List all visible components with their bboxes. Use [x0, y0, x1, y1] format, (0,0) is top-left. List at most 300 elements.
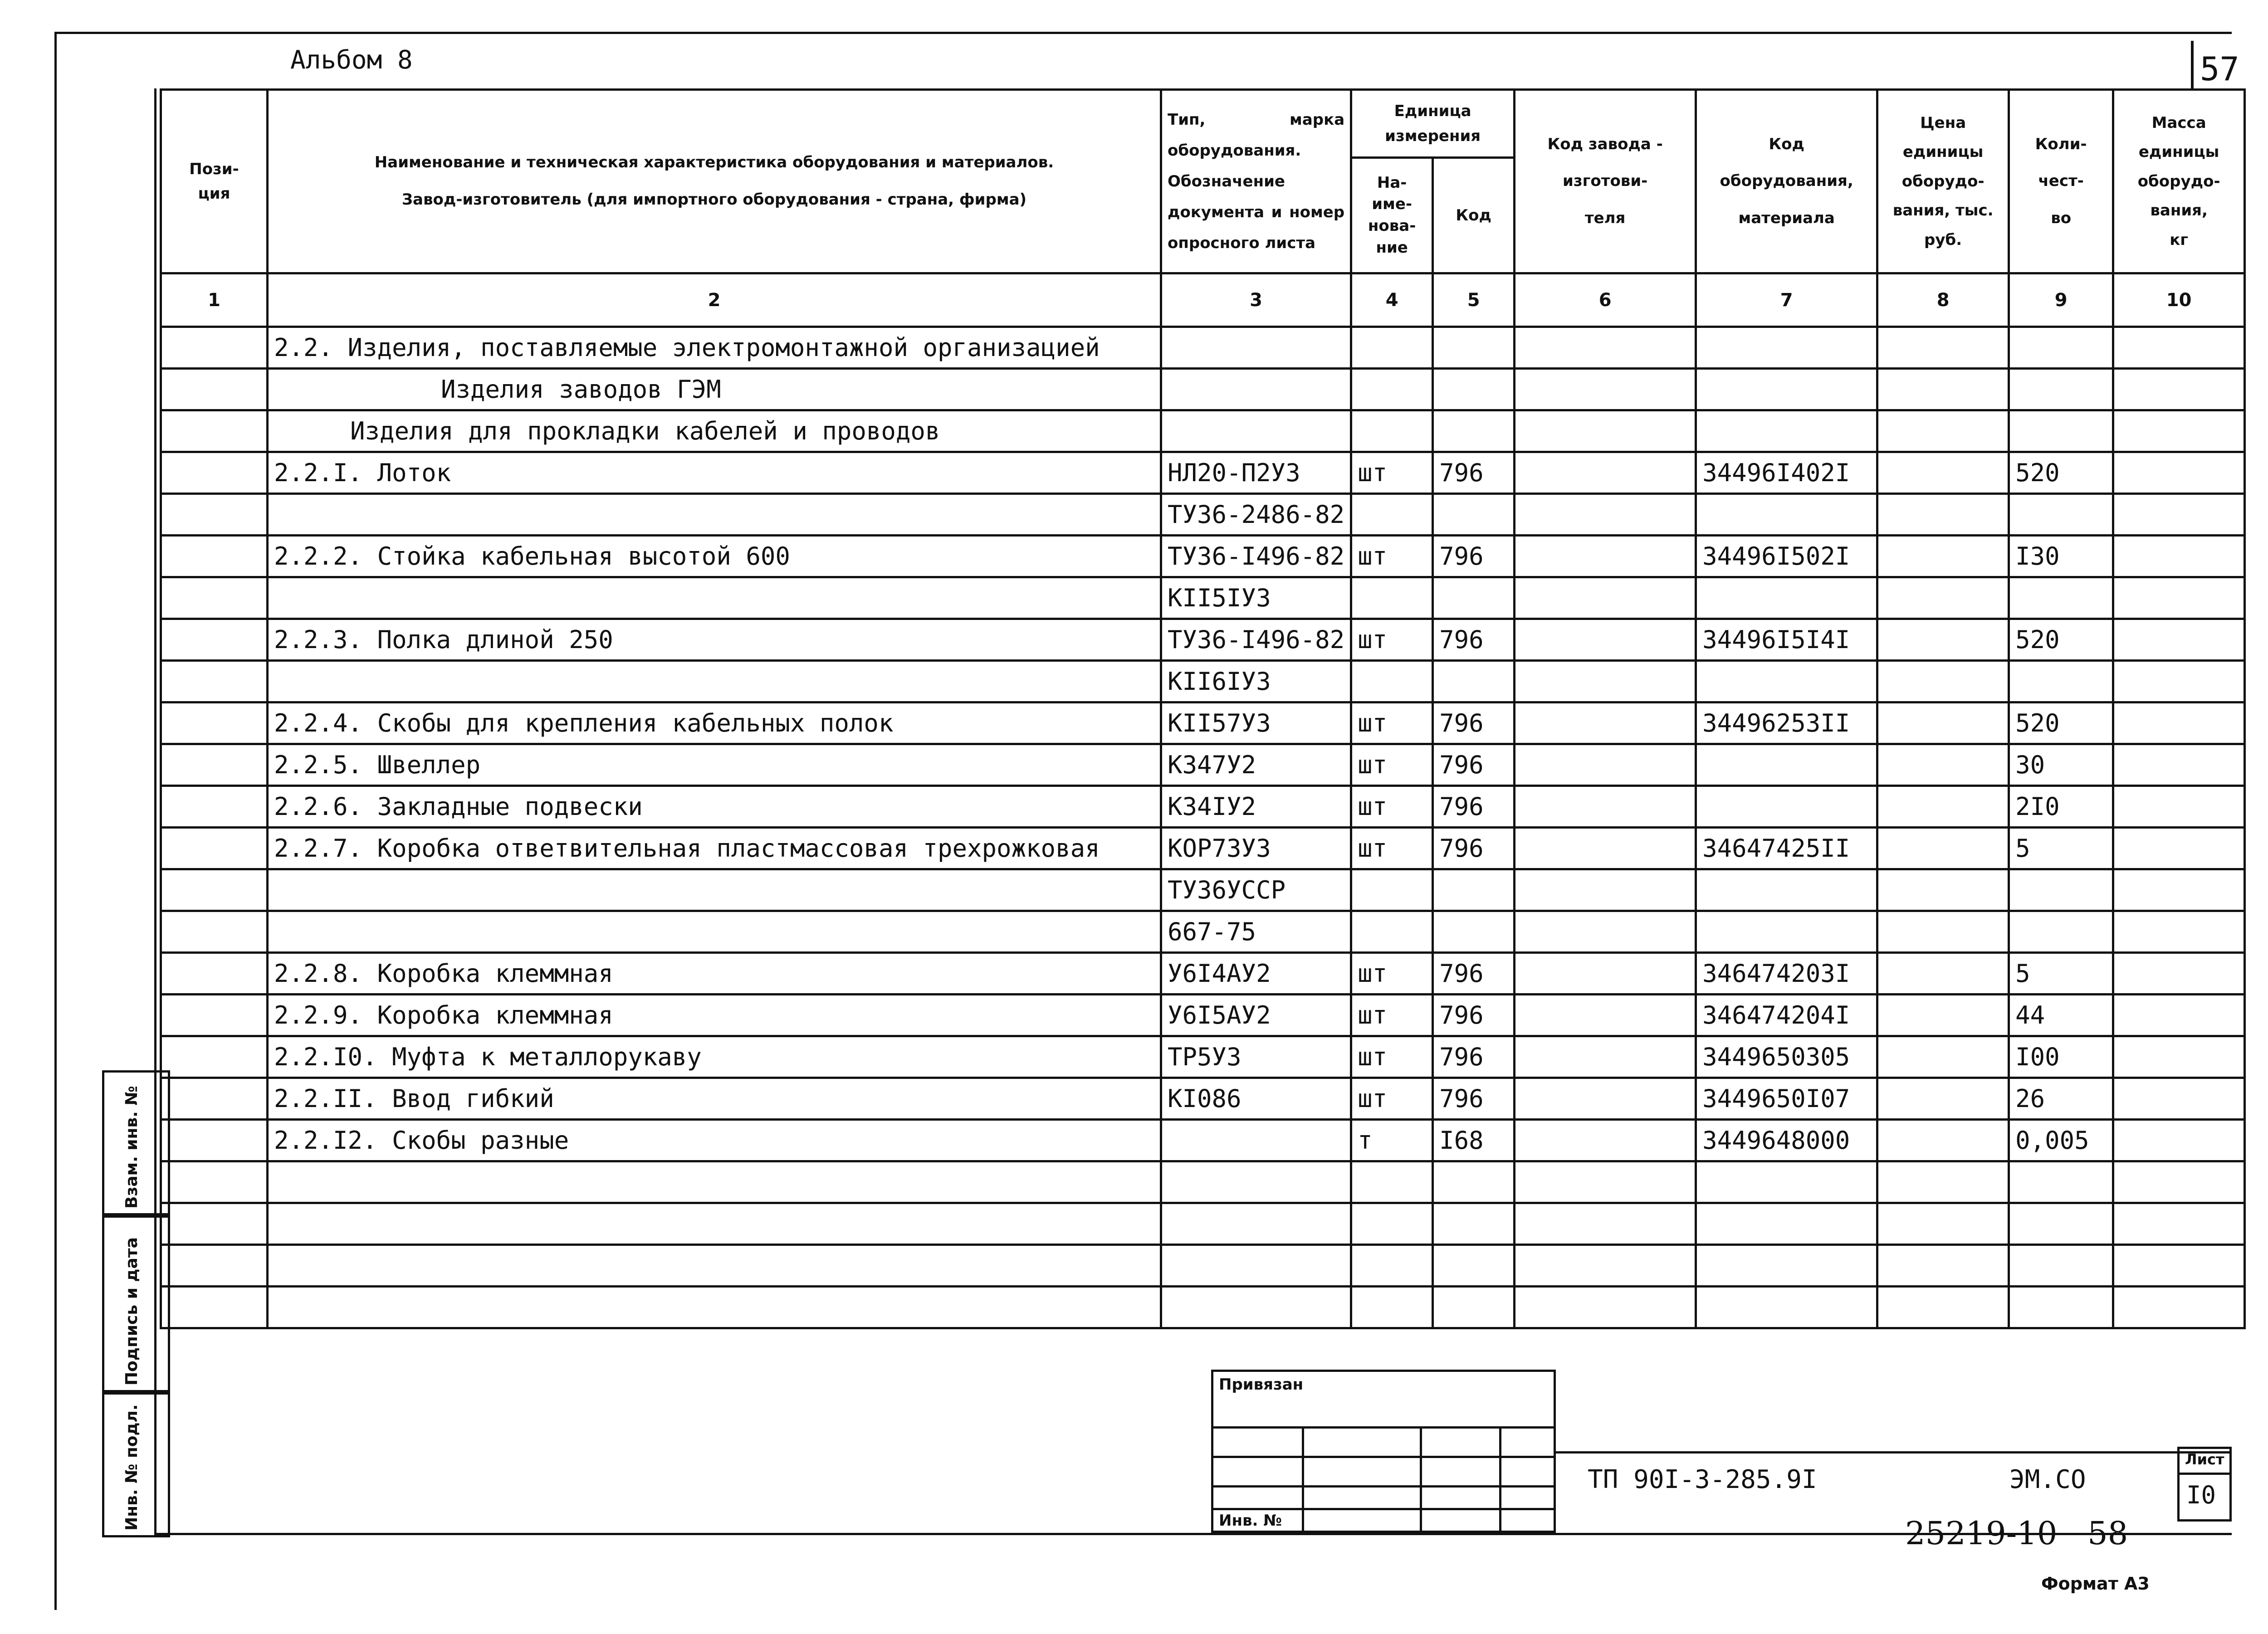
cell-equip [1696, 369, 1877, 410]
cell-factory [1515, 1203, 1696, 1245]
cell-type: У6I4АУ2 [1161, 953, 1351, 995]
cell-price [1877, 1078, 2009, 1120]
stamp-original-inventory [102, 1392, 170, 1537]
header-unit-code: Код [1433, 158, 1515, 273]
cell-type [1161, 410, 1351, 452]
cell-factory [1515, 494, 1696, 536]
cell-name: 2.2.7. Коробка ответвительная пластмассовая трехрожковая [268, 828, 1161, 869]
col-number: 9 [2009, 273, 2113, 327]
cell-name: 2.2.4. Скобы для крепления кабельных полок [268, 702, 1161, 744]
cell-qty [2009, 494, 2113, 536]
page-number-divider [2191, 41, 2194, 91]
cell-mass [2113, 995, 2245, 1036]
cell-qty: 5 [2009, 828, 2113, 869]
cell-price [1877, 869, 2009, 911]
cell-mass [2113, 702, 2245, 744]
cell-type [1161, 1120, 1351, 1161]
cell-pos [161, 452, 268, 494]
cell-equip: 34496I502I [1696, 536, 1877, 577]
cell-price [1877, 911, 2009, 953]
cell-price [1877, 1036, 2009, 1078]
cell-unit [1351, 369, 1433, 410]
page-number: 57 [2200, 50, 2239, 88]
cell-price [1877, 1203, 2009, 1245]
col-number: 2 [268, 273, 1161, 327]
cell-equip: 34496I5I4I [1696, 619, 1877, 661]
cell-qty: 30 [2009, 744, 2113, 786]
cell-code: 796 [1433, 1036, 1515, 1078]
cell-name: 2.2.9. Коробка клеммная [268, 995, 1161, 1036]
cell-price [1877, 410, 2009, 452]
cell-qty: I30 [2009, 536, 2113, 577]
cell-code: 796 [1433, 828, 1515, 869]
cell-factory [1515, 911, 1696, 953]
cell-unit: шт [1351, 452, 1433, 494]
cell-type: 667-75 [1161, 911, 1351, 953]
cell-factory [1515, 577, 1696, 619]
table-row [161, 619, 2245, 661]
cell-pos [161, 369, 268, 410]
cell-name [268, 1161, 1161, 1203]
header-price: Цена единицы оборудо- вания, тыс. руб. [1877, 90, 2009, 273]
cell-mass [2113, 410, 2245, 452]
cell-equip [1696, 1161, 1877, 1203]
cell-factory [1515, 1036, 1696, 1078]
cell-type: КII57УЗ [1161, 702, 1351, 744]
cell-unit: шт [1351, 828, 1433, 869]
cell-name [268, 1287, 1161, 1328]
table-row [161, 828, 2245, 869]
cell-price [1877, 619, 2009, 661]
table-row [161, 995, 2245, 1036]
cell-factory [1515, 410, 1696, 452]
cell-type: КI086 [1161, 1078, 1351, 1120]
cell-equip: 346474203I [1696, 953, 1877, 995]
cell-unit [1351, 1161, 1433, 1203]
table-row [161, 494, 2245, 536]
cell-mass [2113, 661, 2245, 702]
cell-name: 2.2. Изделия, поставляемые электромонтажной организацией [268, 327, 1161, 369]
cell-code: I68 [1433, 1120, 1515, 1161]
stamp-replaced-label: Взам. инв. № [122, 1086, 141, 1209]
cell-type [1161, 369, 1351, 410]
cell-qty [2009, 1203, 2113, 1245]
cell-mass [2113, 577, 2245, 619]
cell-price [1877, 744, 2009, 786]
cell-qty [2009, 410, 2113, 452]
cell-code [1433, 869, 1515, 911]
cell-qty: 44 [2009, 995, 2113, 1036]
cell-unit: шт [1351, 702, 1433, 744]
table-body [161, 327, 2245, 1328]
cell-factory [1515, 619, 1696, 661]
cell-code [1433, 1287, 1515, 1328]
cell-pos [161, 577, 268, 619]
cell-code: 796 [1433, 995, 1515, 1036]
cell-factory [1515, 702, 1696, 744]
cell-pos [161, 744, 268, 786]
cell-code [1433, 1203, 1515, 1245]
cell-name: 2.2.I0. Муфта к металлорукаву [268, 1036, 1161, 1078]
cell-pos [161, 828, 268, 869]
cell-equip [1696, 1245, 1877, 1287]
cell-price [1877, 995, 2009, 1036]
cell-name: 2.2.3. Полка длиной 250 [268, 619, 1161, 661]
cell-name: Изделия заводов ГЭМ [268, 369, 1161, 410]
cell-mass [2113, 786, 2245, 828]
cell-type [1161, 1287, 1351, 1328]
stamp-inventory-label: Инв. № подл. [122, 1404, 141, 1531]
cell-equip: 34496253II [1696, 702, 1877, 744]
cell-mass [2113, 869, 2245, 911]
table-row [161, 536, 2245, 577]
handwritten-number: 25219-10 58 [1905, 1515, 2128, 1552]
cell-name [268, 911, 1161, 953]
cell-mass [2113, 619, 2245, 661]
cell-equip [1696, 1287, 1877, 1328]
cell-code [1433, 911, 1515, 953]
cell-code: 796 [1433, 452, 1515, 494]
cell-price [1877, 828, 2009, 869]
cell-type: КОР73УЗ [1161, 828, 1351, 869]
cell-pos [161, 1245, 268, 1287]
cell-qty: I00 [2009, 1036, 2113, 1078]
cell-factory [1515, 1078, 1696, 1120]
cell-pos [161, 911, 268, 953]
cell-unit: шт [1351, 1078, 1433, 1120]
cell-pos [161, 702, 268, 744]
cell-type: ТР5УЗ [1161, 1036, 1351, 1078]
cell-pos [161, 1120, 268, 1161]
stamp-signature-label: Подпись и дата [122, 1237, 141, 1385]
cell-type: ТУ36-I496-82 [1161, 619, 1351, 661]
table-row [161, 577, 2245, 619]
table-row [161, 744, 2245, 786]
cell-code [1433, 410, 1515, 452]
cell-unit [1351, 661, 1433, 702]
cell-price [1877, 452, 2009, 494]
table-row [161, 1287, 2245, 1328]
cell-name: 2.2.II. Ввод гибкий [268, 1078, 1161, 1120]
cell-type: КII6IУЗ [1161, 661, 1351, 702]
cell-factory [1515, 661, 1696, 702]
cell-pos [161, 1161, 268, 1203]
cell-price [1877, 661, 2009, 702]
cell-mass [2113, 1036, 2245, 1078]
sheet-label: Лист [2185, 1451, 2224, 1468]
cell-factory [1515, 1120, 1696, 1161]
cell-unit: шт [1351, 536, 1433, 577]
cell-unit [1351, 1203, 1433, 1245]
table-row [161, 1203, 2245, 1245]
cell-factory [1515, 953, 1696, 995]
cell-name [268, 494, 1161, 536]
cell-code: 796 [1433, 953, 1515, 995]
cell-factory [1515, 869, 1696, 911]
stamp-replaced-inventory [102, 1070, 170, 1215]
attached-label: Привязан [1219, 1375, 1304, 1394]
cell-equip [1696, 1203, 1877, 1245]
cell-mass [2113, 1161, 2245, 1203]
cell-price [1877, 1120, 2009, 1161]
header-type: Тип, марка оборудования. Обозначение документа и номер опросного листа [1161, 90, 1351, 273]
cell-type: ТУ36-I496-82 [1161, 536, 1351, 577]
table-row [161, 869, 2245, 911]
table-row [161, 911, 2245, 953]
cell-code: 796 [1433, 744, 1515, 786]
cell-mass [2113, 494, 2245, 536]
cell-equip [1696, 786, 1877, 828]
cell-type: К34IУ2 [1161, 786, 1351, 828]
cell-equip: 34496I402I [1696, 452, 1877, 494]
cell-equip: 346474204I [1696, 995, 1877, 1036]
cell-mass [2113, 1203, 2245, 1245]
cell-qty: 26 [2009, 1078, 2113, 1120]
cell-factory [1515, 828, 1696, 869]
cell-qty [2009, 1245, 2113, 1287]
table-row [161, 1245, 2245, 1287]
cell-price [1877, 577, 2009, 619]
cell-mass [2113, 452, 2245, 494]
cell-price [1877, 327, 2009, 369]
cell-equip: 3449648000 [1696, 1120, 1877, 1161]
header-quantity: Коли- чест- во [2009, 90, 2113, 273]
cell-code [1433, 369, 1515, 410]
cell-name: 2.2.2. Стойка кабельная высотой 600 [268, 536, 1161, 577]
format-label: Формат А3 [2041, 1574, 2150, 1594]
cell-unit [1351, 869, 1433, 911]
document-code: ЭМ.СО [2009, 1465, 2086, 1494]
cell-factory [1515, 327, 1696, 369]
sheet-box [2177, 1447, 2232, 1522]
cell-price [1877, 1245, 2009, 1287]
cell-pos [161, 661, 268, 702]
cell-type: НЛ20-П2УЗ [1161, 452, 1351, 494]
cell-name: 2.2.8. Коробка клеммная [268, 953, 1161, 995]
cell-price [1877, 702, 2009, 744]
cell-equip [1696, 577, 1877, 619]
cell-pos [161, 953, 268, 995]
cell-unit [1351, 911, 1433, 953]
col-number: 3 [1161, 273, 1351, 327]
cell-name: Изделия для прокладки кабелей и проводов [268, 410, 1161, 452]
cell-name: 2.2.I. Лоток [268, 452, 1161, 494]
cell-equip [1696, 494, 1877, 536]
cell-qty: 2I0 [2009, 786, 2113, 828]
cell-pos [161, 410, 268, 452]
cell-code [1433, 1161, 1515, 1203]
cell-code: 796 [1433, 536, 1515, 577]
table-row [161, 1036, 2245, 1078]
cell-type [1161, 327, 1351, 369]
cell-equip: 34647425II [1696, 828, 1877, 869]
cell-factory [1515, 369, 1696, 410]
cell-mass [2113, 1287, 2245, 1328]
cell-qty [2009, 327, 2113, 369]
cell-factory [1515, 1161, 1696, 1203]
cell-equip: 3449650I07 [1696, 1078, 1877, 1120]
cell-type: У6I5АУ2 [1161, 995, 1351, 1036]
cell-pos [161, 1287, 268, 1328]
cell-pos [161, 786, 268, 828]
cell-name [268, 869, 1161, 911]
col-number: 5 [1433, 273, 1515, 327]
cell-factory [1515, 452, 1696, 494]
cell-unit: шт [1351, 953, 1433, 995]
table-row [161, 786, 2245, 828]
col-number: 1 [161, 273, 268, 327]
cell-code [1433, 327, 1515, 369]
cell-type: ТУ36УССР [1161, 869, 1351, 911]
cell-name [268, 577, 1161, 619]
col-number: 4 [1351, 273, 1433, 327]
cell-qty: 520 [2009, 702, 2113, 744]
cell-name: 2.2.I2. Скобы разные [268, 1120, 1161, 1161]
cell-code: 796 [1433, 619, 1515, 661]
cell-qty [2009, 911, 2113, 953]
cell-pos [161, 1078, 268, 1120]
cell-code [1433, 661, 1515, 702]
cell-mass [2113, 1120, 2245, 1161]
col-number: 7 [1696, 273, 1877, 327]
cell-unit [1351, 494, 1433, 536]
sheet-value: I0 [2186, 1481, 2216, 1509]
cell-mass [2113, 1078, 2245, 1120]
cell-qty: 520 [2009, 619, 2113, 661]
cell-unit: т [1351, 1120, 1433, 1161]
cell-code [1433, 1245, 1515, 1287]
cell-factory [1515, 1245, 1696, 1287]
cell-unit [1351, 1287, 1433, 1328]
cell-mass [2113, 744, 2245, 786]
cell-name [268, 1203, 1161, 1245]
header-unit-name: На- име- нова- ние [1351, 158, 1433, 273]
cell-name [268, 661, 1161, 702]
cell-qty [2009, 661, 2113, 702]
approval-block [1211, 1370, 1556, 1533]
cell-equip: 3449650305 [1696, 1036, 1877, 1078]
cell-type: ТУ36-2486-82 [1161, 494, 1351, 536]
col-number: 8 [1877, 273, 2009, 327]
cell-equip [1696, 410, 1877, 452]
cell-code: 796 [1433, 1078, 1515, 1120]
cell-mass [2113, 828, 2245, 869]
cell-qty [2009, 369, 2113, 410]
cell-name: 2.2.5. Швеллер [268, 744, 1161, 786]
cell-unit: шт [1351, 619, 1433, 661]
cell-equip [1696, 744, 1877, 786]
cell-code [1433, 577, 1515, 619]
cell-pos [161, 869, 268, 911]
header-equipment-code: Код оборудования, материала [1696, 90, 1877, 273]
cell-name: 2.2.6. Закладные подвески [268, 786, 1161, 828]
specification-table [160, 88, 2246, 1329]
cell-unit: шт [1351, 744, 1433, 786]
table-row [161, 1120, 2245, 1161]
col-number: 10 [2113, 273, 2245, 327]
header-factory-code: Код завода - изготови- теля [1515, 90, 1696, 273]
cell-price [1877, 494, 2009, 536]
title-block-line [1556, 1451, 2232, 1454]
cell-price [1877, 953, 2009, 995]
cell-unit: шт [1351, 995, 1433, 1036]
cell-factory [1515, 786, 1696, 828]
table-row [161, 452, 2245, 494]
cell-unit: шт [1351, 786, 1433, 828]
cell-pos [161, 327, 268, 369]
cell-qty [2009, 577, 2113, 619]
cell-equip [1696, 911, 1877, 953]
cell-pos [161, 1036, 268, 1078]
cell-type [1161, 1203, 1351, 1245]
cell-code: 796 [1433, 786, 1515, 828]
cell-pos [161, 619, 268, 661]
cell-qty: 0,005 [2009, 1120, 2113, 1161]
table-row [161, 1161, 2245, 1203]
cell-mass [2113, 911, 2245, 953]
cell-factory [1515, 995, 1696, 1036]
cell-unit [1351, 410, 1433, 452]
cell-price [1877, 786, 2009, 828]
cell-pos [161, 494, 268, 536]
cell-type: КII5IУЗ [1161, 577, 1351, 619]
header-mass: Масса единицы оборудо- вания, кг [2113, 90, 2245, 273]
table-row [161, 410, 2245, 452]
table-row [161, 953, 2245, 995]
cell-pos [161, 536, 268, 577]
album-label: Альбом 8 [290, 45, 413, 75]
cell-qty: 520 [2009, 452, 2113, 494]
cell-equip [1696, 869, 1877, 911]
document-designation: ТП 90I-3-285.9I [1588, 1465, 1817, 1494]
cell-price [1877, 369, 2009, 410]
cell-price [1877, 536, 2009, 577]
cell-unit [1351, 1245, 1433, 1287]
header-name: Наименование и техническая характеристика оборудования и материалов. Завод-изготовитель (для импортного оборудования - страна, фирма) [268, 90, 1161, 273]
column-numbers-row [161, 273, 2245, 327]
cell-pos [161, 995, 268, 1036]
cell-mass [2113, 953, 2245, 995]
header-position: Пози- ция [161, 90, 268, 273]
cell-mass [2113, 536, 2245, 577]
cell-qty [2009, 1161, 2113, 1203]
cell-type: К347У2 [1161, 744, 1351, 786]
cell-unit [1351, 327, 1433, 369]
table-row [161, 661, 2245, 702]
table-row [161, 702, 2245, 744]
cell-mass [2113, 1245, 2245, 1287]
cell-equip [1696, 327, 1877, 369]
cell-pos [161, 1203, 268, 1245]
stamp-signature-date [102, 1215, 170, 1392]
table-row [161, 1078, 2245, 1120]
cell-qty [2009, 869, 2113, 911]
col-number: 6 [1515, 273, 1696, 327]
cell-code: 796 [1433, 702, 1515, 744]
cell-unit [1351, 577, 1433, 619]
cell-qty: 5 [2009, 953, 2113, 995]
cell-type [1161, 1245, 1351, 1287]
table-row [161, 369, 2245, 410]
table-row [161, 327, 2245, 369]
cell-mass [2113, 369, 2245, 410]
cell-code [1433, 494, 1515, 536]
cell-qty [2009, 1287, 2113, 1328]
cell-factory [1515, 744, 1696, 786]
cell-factory [1515, 536, 1696, 577]
header-unit: Единица измерения [1351, 90, 1515, 158]
cell-factory [1515, 1287, 1696, 1328]
